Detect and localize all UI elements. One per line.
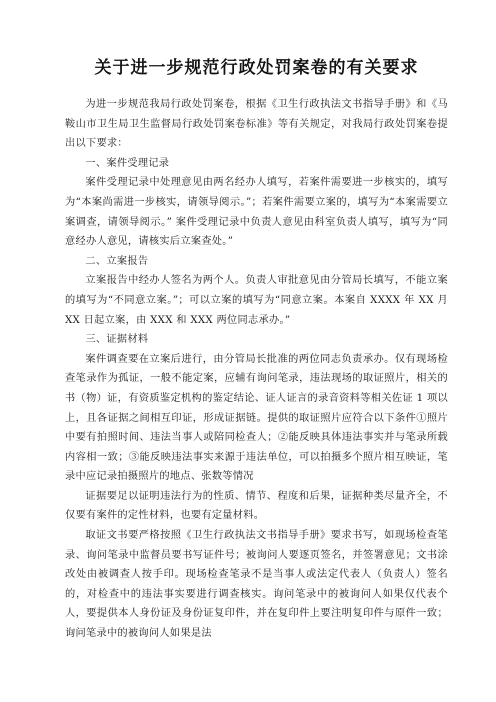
case-acceptance-paragraph: 案件受理记录中处理意见由两名经办人填写，若案件需要进一步核实的，填写为“本案尚需进一步核实，请领导阅示。”；若案件需要立案的，填写为“本案需要立案调查，请领导阅示。” 案件受理记录中负责人意见由科室负责人填写，填写为“同意经办人意见，请核实后立案查处。” — [65, 177, 448, 248]
evidence-paragraph-3: 取证文书要严格按照《卫生行政执法文书指导手册》要求书写，如现场检查笔录、询问笔录中监督员要书写证件号；被询问人要逐页签名，并签署意见；文书涂改处由被调查人按手印。现场检查笔录不是当事人或法定代表人（负责人）签名的，对检查中的违法事实要进行调查核实。询问笔录中的被询问人如果仅代表个人，要提供本人身份证及身份证复印件，并在复印件上要注明复印件与原件一致；询问笔录中的被询问人如果是法 — [65, 530, 448, 640]
intro-paragraph: 为进一步规范我局行政处罚案卷，根据《卫生行政执法文书指导手册》和《马鞍山市卫生局卫生监督局行政处罚案卷标准》等有关规定，对我局行政处罚案卷提出以下要求： — [65, 99, 448, 150]
evidence-paragraph-2: 证据要足以证明违法行为的性质、情节、程度和后果，证据种类尽量齐全，不仅要有案件的定性材料，也要有定量材料。 — [65, 490, 448, 522]
evidence-paragraph-1: 案件调查要在立案后进行，由分管局长批准的两位同志负责承办。仅有现场检查笔录作为孤证，一般不能定案，应辅有询问笔录，违法现场的取证照片，相关的书（物）证，有资质鉴定机构的鉴定结论、证人证言的录音资料等相关佐证 1 项以上，且各证据之间相互印证，形成证据链。提供的取证照片应符合以下条件①照片中要有拍照时间、违法当事人或陪同检查人；②能反映具体违法事实并与笔录所载内容相一致；③能反映违法事实来源于违法单位，可以拍摄多个照片相互映证，笔录中应记录拍摄照片的地点、张数等情况 — [65, 353, 448, 483]
filing-report-paragraph: 立案报告中经办人签名为两个人。负责人审批意见由分管局长填写，不能立案的填写为“不同意立案。”；可以立案的填写为“同意立案。本案自 XXXX 年 XX 月 XX 日起立案，由 XXX 和 XXX 两位同志承办。” — [65, 275, 448, 326]
section-heading-filing-report: 二、立案报告 — [85, 255, 149, 267]
document-title: 关于进一步规范行政处罚案卷的有关要求 — [94, 58, 419, 78]
section-heading-case-acceptance: 一、案件受理记录 — [85, 157, 170, 169]
section-heading-evidence: 三、证据材料 — [85, 334, 149, 346]
document-body — [65, 95, 448, 644]
